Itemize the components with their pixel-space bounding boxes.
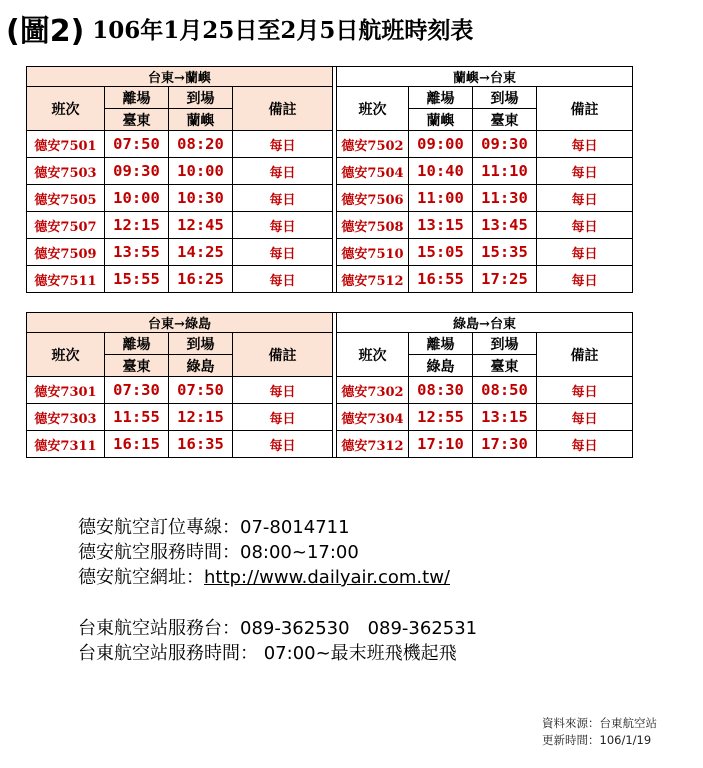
arrival-time: 16:35 — [169, 431, 233, 458]
note-cell: 每日 — [233, 158, 333, 185]
flight-header: 班次 — [27, 333, 105, 377]
departure-time: 13:15 — [409, 212, 473, 239]
departure-time: 11:00 — [409, 185, 473, 212]
timetable-lyudao — [26, 312, 633, 458]
note-cell: 每日 — [537, 377, 633, 404]
flight-number: 德安7504 — [337, 158, 409, 185]
table-row — [27, 377, 633, 404]
arrive-header: 到場 — [473, 333, 537, 355]
flight-number: 德安7510 — [337, 239, 409, 266]
page-title — [6, 8, 696, 48]
departure-time: 17:10 — [409, 431, 473, 458]
note-cell: 每日 — [537, 158, 633, 185]
note-cell: 每日 — [233, 239, 333, 266]
station-hours: 台東航空站服務時間： 07:00~最末班飛機起飛 — [78, 643, 457, 664]
note-cell: 每日 — [233, 131, 333, 158]
note-cell: 每日 — [537, 185, 633, 212]
flight-number: 德安7511 — [27, 266, 105, 293]
note-header: 備註 — [233, 333, 333, 377]
arrival-time: 11:30 — [473, 185, 537, 212]
flight-number: 德安7312 — [337, 431, 409, 458]
flight-number: 德安7301 — [27, 377, 105, 404]
table-row — [27, 239, 633, 266]
booking-line: 德安航空訂位專線：07-8014711 — [78, 517, 350, 538]
flight-number: 德安7506 — [337, 185, 409, 212]
departure-time: 10:40 — [409, 158, 473, 185]
arrive-header: 到場 — [473, 87, 537, 109]
note-header: 備註 — [537, 87, 633, 131]
departure-time: 09:30 — [105, 158, 169, 185]
arrival-time: 08:20 — [169, 131, 233, 158]
note-cell: 每日 — [233, 212, 333, 239]
arrive-place: 臺東 — [473, 355, 537, 377]
departure-time: 13:55 — [105, 239, 169, 266]
route-header: 蘭嶼→台東 — [337, 67, 633, 87]
table-row — [27, 431, 633, 458]
note-cell: 每日 — [233, 377, 333, 404]
arrival-time: 10:30 — [169, 185, 233, 212]
flight-number: 德安7509 — [27, 239, 105, 266]
arrival-time: 12:15 — [169, 404, 233, 431]
depart-header: 離場 — [105, 333, 169, 355]
depart-place: 綠島 — [409, 355, 473, 377]
arrival-time: 17:30 — [473, 431, 537, 458]
departure-time: 11:55 — [105, 404, 169, 431]
arrival-time: 16:25 — [169, 266, 233, 293]
table-row — [27, 131, 633, 158]
flight-header: 班次 — [337, 333, 409, 377]
flight-number: 德安7505 — [27, 185, 105, 212]
depart-place: 蘭嶼 — [409, 109, 473, 131]
arrival-time: 08:50 — [473, 377, 537, 404]
arrival-time: 13:45 — [473, 212, 537, 239]
departure-time: 12:15 — [105, 212, 169, 239]
table-row — [27, 185, 633, 212]
table-row — [27, 404, 633, 431]
website-label: 德安航空網址： — [78, 567, 204, 588]
flight-number: 德安7507 — [27, 212, 105, 239]
note-cell: 每日 — [537, 239, 633, 266]
arrival-time: 09:30 — [473, 131, 537, 158]
flight-number: 德安7508 — [337, 212, 409, 239]
arrival-time: 14:25 — [169, 239, 233, 266]
note-cell: 每日 — [233, 185, 333, 212]
departure-time: 07:30 — [105, 377, 169, 404]
departure-time: 10:00 — [105, 185, 169, 212]
arrival-time: 07:50 — [169, 377, 233, 404]
arrive-place: 臺東 — [473, 109, 537, 131]
departure-time: 09:00 — [409, 131, 473, 158]
flight-number: 德安7303 — [27, 404, 105, 431]
arrival-time: 12:45 — [169, 212, 233, 239]
flight-number: 德安7302 — [337, 377, 409, 404]
depart-place: 臺東 — [105, 355, 169, 377]
arrival-time: 11:10 — [473, 158, 537, 185]
note-cell: 每日 — [233, 266, 333, 293]
title-text: 106年1月25日至2月5日航班時刻表 — [92, 16, 474, 44]
departure-time: 15:55 — [105, 266, 169, 293]
departure-time: 16:55 — [409, 266, 473, 293]
depart-header: 離場 — [105, 87, 169, 109]
table-row — [27, 212, 633, 239]
note-cell: 每日 — [233, 431, 333, 458]
arrive-place: 蘭嶼 — [169, 109, 233, 131]
table-row — [27, 266, 633, 293]
flight-header: 班次 — [27, 87, 105, 131]
flight-number: 德安7512 — [337, 266, 409, 293]
depart-header: 離場 — [409, 333, 473, 355]
service-hours: 德安航空服務時間：08:00~17:00 — [78, 542, 359, 563]
note-cell: 每日 — [537, 212, 633, 239]
depart-place: 臺東 — [105, 109, 169, 131]
arrive-place: 綠島 — [169, 355, 233, 377]
route-header: 綠島→台東 — [337, 313, 633, 333]
source-note — [542, 715, 657, 749]
website-link[interactable]: http://www.dailyair.com.tw/ — [204, 567, 450, 588]
note-cell: 每日 — [537, 266, 633, 293]
arrival-time: 13:15 — [473, 404, 537, 431]
contact-info — [78, 515, 477, 666]
departure-time: 16:15 — [105, 431, 169, 458]
departure-time: 08:30 — [409, 377, 473, 404]
route-header: 台東→綠島 — [27, 313, 333, 333]
timetable-lanyu — [26, 66, 633, 293]
flight-number: 德安7503 — [27, 158, 105, 185]
station-desk: 台東航空站服務台：089-362530 089-362531 — [78, 618, 478, 639]
table-row — [27, 158, 633, 185]
arrival-time: 17:25 — [473, 266, 537, 293]
arrive-header: 到場 — [169, 87, 233, 109]
route-header: 台東→蘭嶼 — [27, 67, 333, 87]
update-line: 更新時間：106/1/19 — [542, 733, 652, 747]
arrival-time: 15:35 — [473, 239, 537, 266]
flight-header: 班次 — [337, 87, 409, 131]
arrival-time: 10:00 — [169, 158, 233, 185]
flight-number: 德安7502 — [337, 131, 409, 158]
note-cell: 每日 — [537, 431, 633, 458]
flight-number: 德安7501 — [27, 131, 105, 158]
departure-time: 12:55 — [409, 404, 473, 431]
flight-number: 德安7304 — [337, 404, 409, 431]
source-line: 資料來源：台東航空站 — [542, 716, 657, 730]
departure-time: 15:05 — [409, 239, 473, 266]
depart-header: 離場 — [409, 87, 473, 109]
note-cell: 每日 — [537, 131, 633, 158]
figure-label: (圖2) — [6, 14, 85, 49]
note-cell: 每日 — [537, 404, 633, 431]
note-header: 備註 — [537, 333, 633, 377]
website-line — [78, 565, 477, 590]
departure-time: 07:50 — [105, 131, 169, 158]
flight-number: 德安7311 — [27, 431, 105, 458]
arrive-header: 到場 — [169, 333, 233, 355]
note-cell: 每日 — [233, 404, 333, 431]
note-header: 備註 — [233, 87, 333, 131]
